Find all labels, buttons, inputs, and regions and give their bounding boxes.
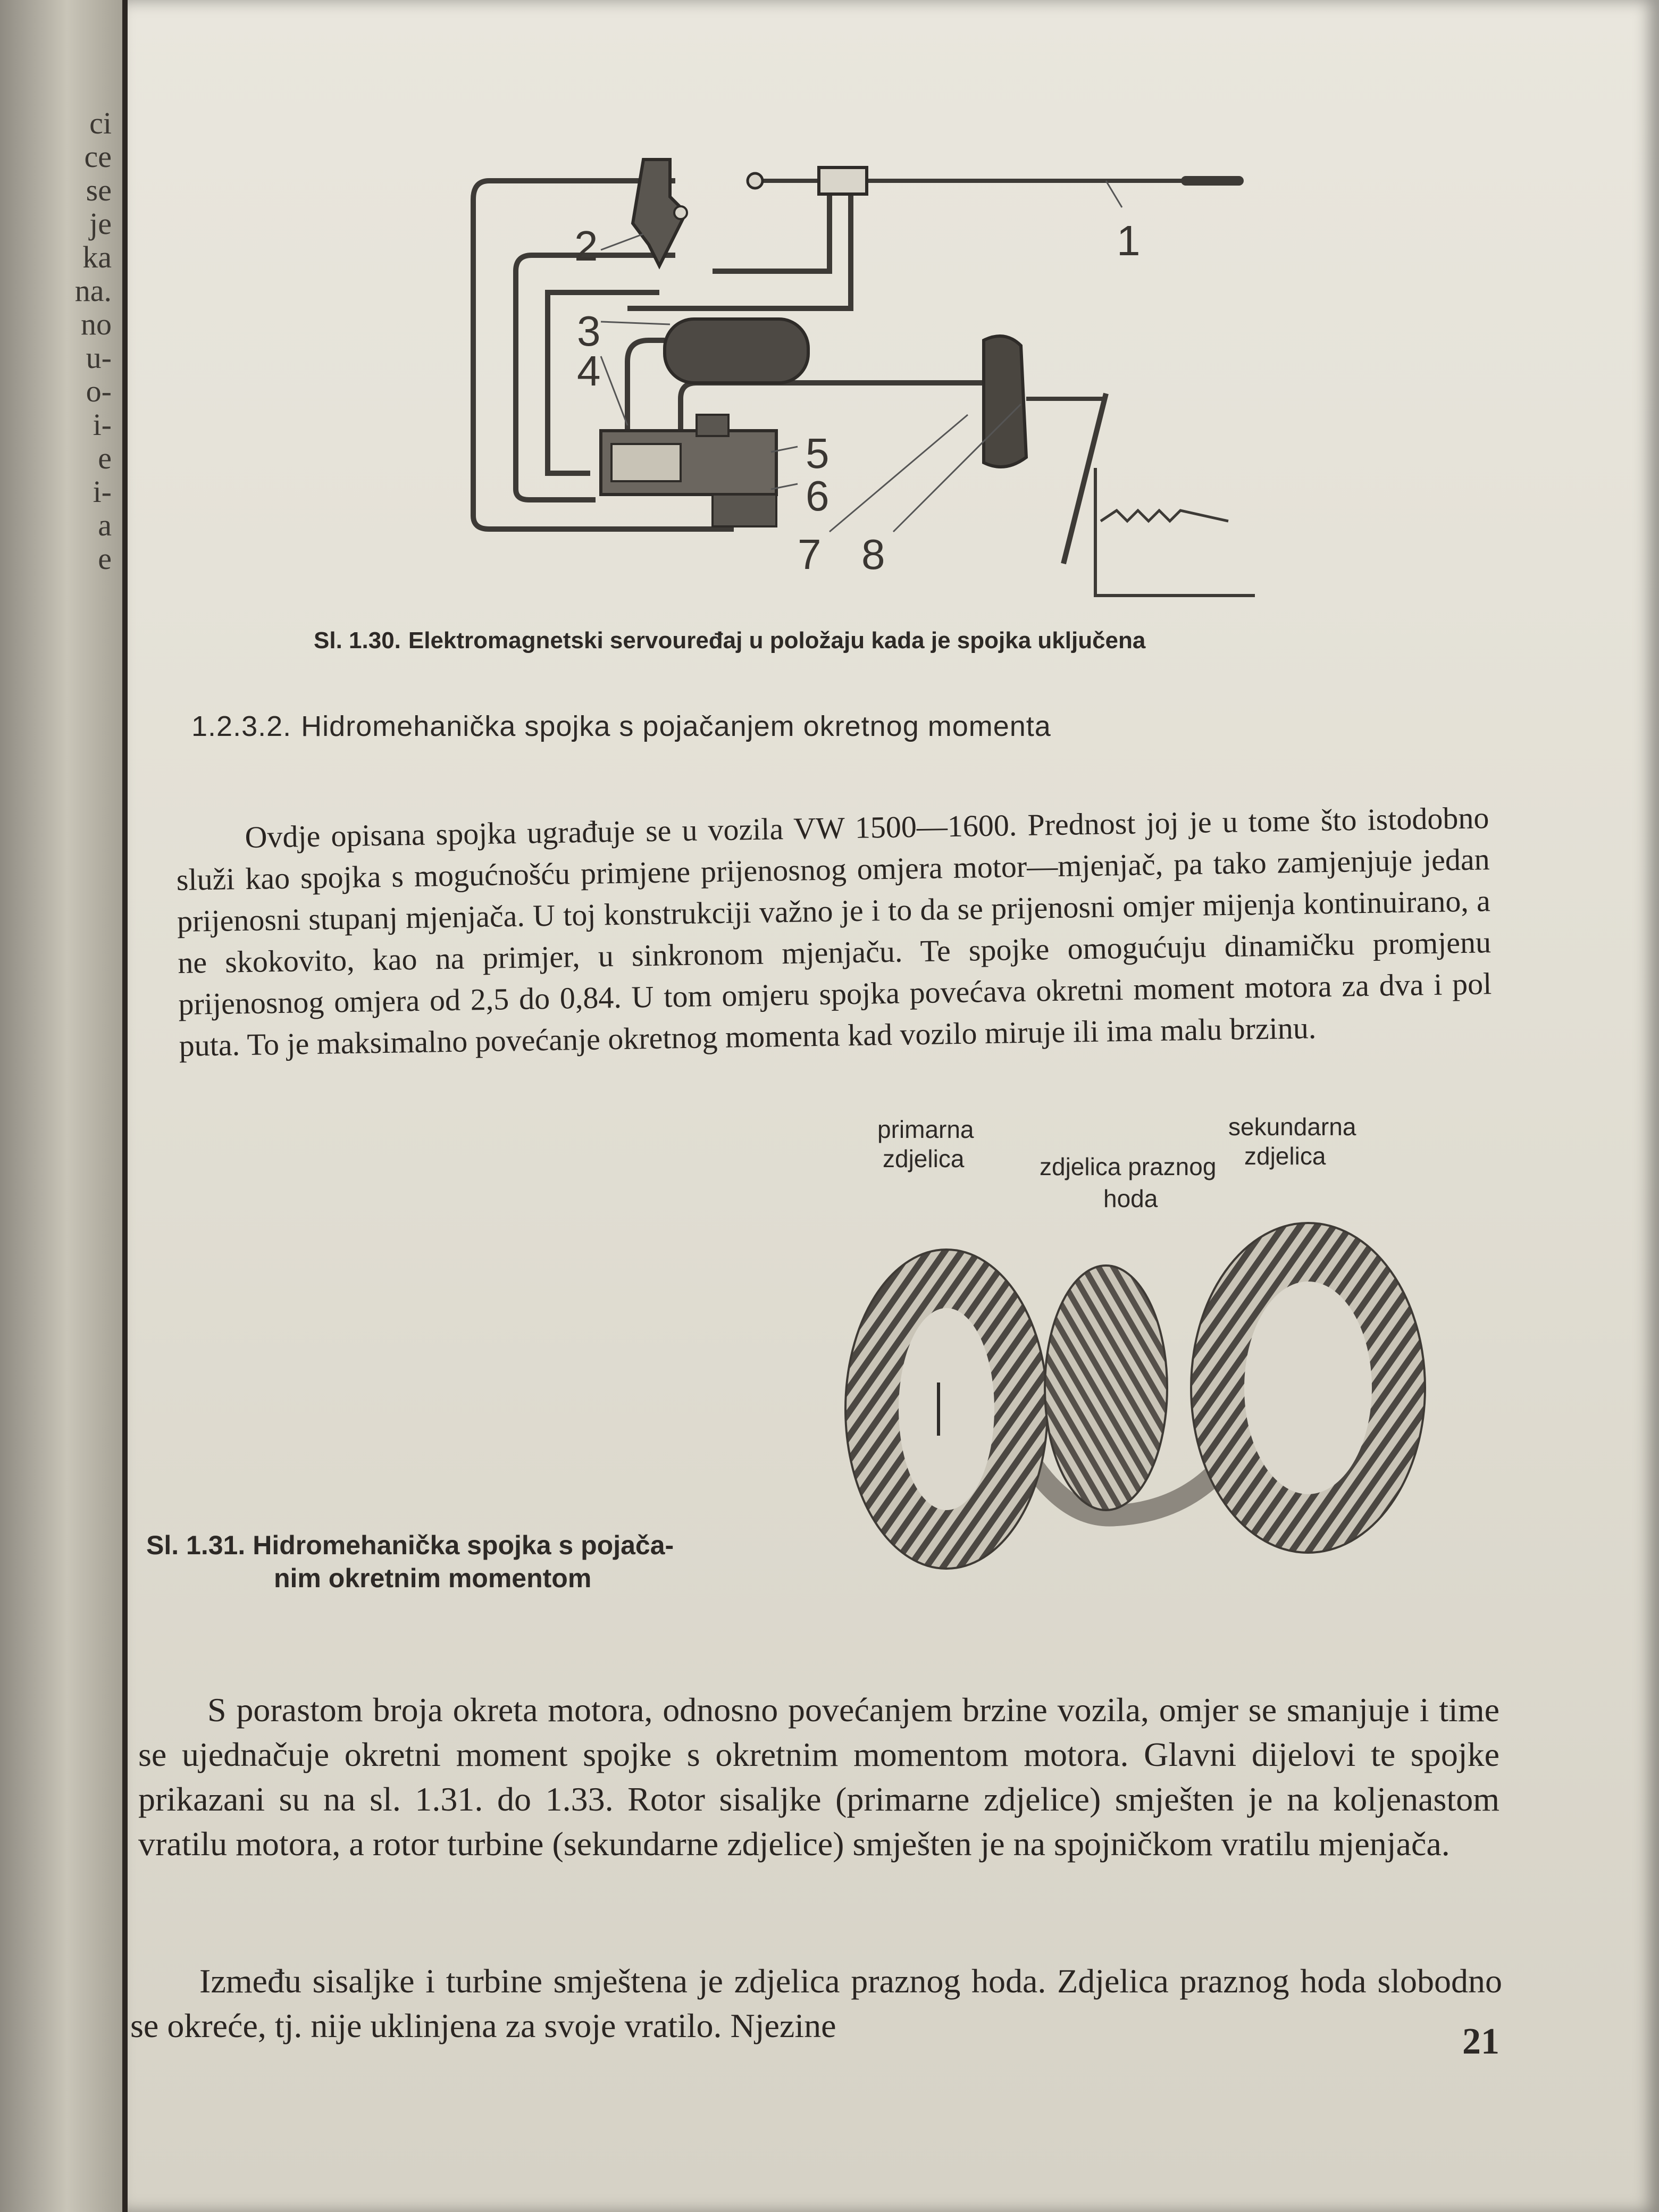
part-label-6: 6 [806, 472, 830, 520]
figure-131-caption-line-2: nim okretnim momentom [274, 1563, 592, 1593]
paragraph-3: Između sisaljke i turbine smještena je zdjelica praznog hoda. Zdjelica praznog hoda slobodno se okreće, tj. nije uklinjena za svoje vratilo. Njezine [130, 1962, 1502, 2045]
fragment: o- [86, 374, 112, 408]
left-page-fragments [0, 106, 112, 585]
idle-bowl [1045, 1266, 1167, 1510]
idle-bowl-label-2: hoda [1103, 1185, 1158, 1212]
part-label-4: 4 [577, 347, 601, 395]
fragment: je [89, 206, 112, 241]
section-number: 1.2.3.2. [191, 710, 292, 742]
primary-bowl-label-2: zdjelica [883, 1145, 965, 1172]
paragraph-2: S porastom broja okreta motora, odnosno povećanjem brzine vozila, omjer se smanjuje i time se ujednačuje okretni moment spojke s okretnim momentom motora. Glavni dijelovi te spojke prikazani su na sl. 1.31. do 1.33. Rotor sisaljke (primarne zdjelice) smješten je na koljenastom vratilu motora, a rotor turbine (sekundarne zdjelice) smješten je na spojničkom vratilu mjenjača. [138, 1691, 1499, 1863]
figure-130-number: Sl. 1.30. [314, 627, 401, 653]
secondary-bowl [1191, 1223, 1425, 1553]
section-heading [191, 710, 1468, 743]
vacuum-tank [665, 319, 808, 383]
fragment: u- [86, 340, 112, 375]
part-label-1: 1 [1117, 217, 1141, 264]
figure-131-caption-line-1: Hidromehanička spojka s pojača- [253, 1530, 674, 1560]
fragment: ci [89, 106, 112, 140]
fragment: i- [93, 407, 112, 442]
section-title: Hidromehanička spojka s pojačanjem okretnog momenta [301, 710, 1051, 742]
figure-131-caption [146, 1529, 784, 1595]
servo-device-diagram [457, 149, 1287, 606]
fragment: a [98, 508, 112, 542]
fragment: e [98, 541, 112, 576]
figure-130-caption [314, 627, 1537, 654]
part-label-2: 2 [574, 222, 598, 270]
part-label-5: 5 [806, 430, 830, 477]
fragment: no [81, 307, 112, 341]
idle-bowl-label-1: zdjelica praznog [1040, 1153, 1217, 1180]
fragment: i- [93, 474, 112, 509]
fragment: e [98, 441, 112, 475]
fragment: na. [74, 273, 112, 308]
book-page [128, 0, 1659, 2212]
valve-2 [633, 160, 687, 266]
figure-130-caption-text: Elektromagnetski servouređaj u položaju kada je spojka uključena [408, 627, 1146, 653]
servo-cylinder-5 [601, 415, 776, 526]
fragment: ce [84, 139, 112, 174]
page-number: 21 [1462, 2021, 1499, 2062]
secondary-bowl-label-2: zdjelica [1244, 1142, 1326, 1170]
diaphragm-unit [984, 336, 1106, 467]
hydromechanical-clutch-figure [840, 1106, 1478, 1585]
fragment: se [86, 173, 112, 207]
part-label-8: 8 [861, 531, 885, 578]
secondary-bowl-label-1: sekundarna [1228, 1113, 1356, 1141]
paragraph-1: Ovdje opisana spojka ugrađuje se u vozila VW 1500—1600. Prednost joj je u tome što istodobno služi kao spojka s mogućnošću primjene prijenosnog omjera motor—mjenjač, pa tako zamjenjuje jedan prijenosni stupanj mjenjača. U toj konstrukciji važno je i to da se prijenosni omjer mijenja kontinuirano, a ne skokovito, kao na primjer, u sinkronom mjenjaču. Te spojke omogućuju dinamičku promjenu prijenosnog omjera od 2,5 do 0,84. U tom omjeru spojka povećava okretni moment motora za dva i pol puta. To je maksimalno povećanje okretnog momenta kad vozilo miruje ili ima malu brzinu. [176, 800, 1492, 1063]
switch-lever-1 [748, 167, 1239, 194]
primary-bowl [845, 1250, 1048, 1569]
primary-bowl-label-1: primarna [877, 1116, 974, 1143]
part-label-3: 3 [577, 307, 601, 355]
fragment: ka [82, 240, 112, 274]
figure-131-number: Sl. 1.31. [146, 1530, 246, 1560]
part-label-7: 7 [798, 531, 822, 578]
clutch-pedal-8 [1063, 393, 1255, 596]
